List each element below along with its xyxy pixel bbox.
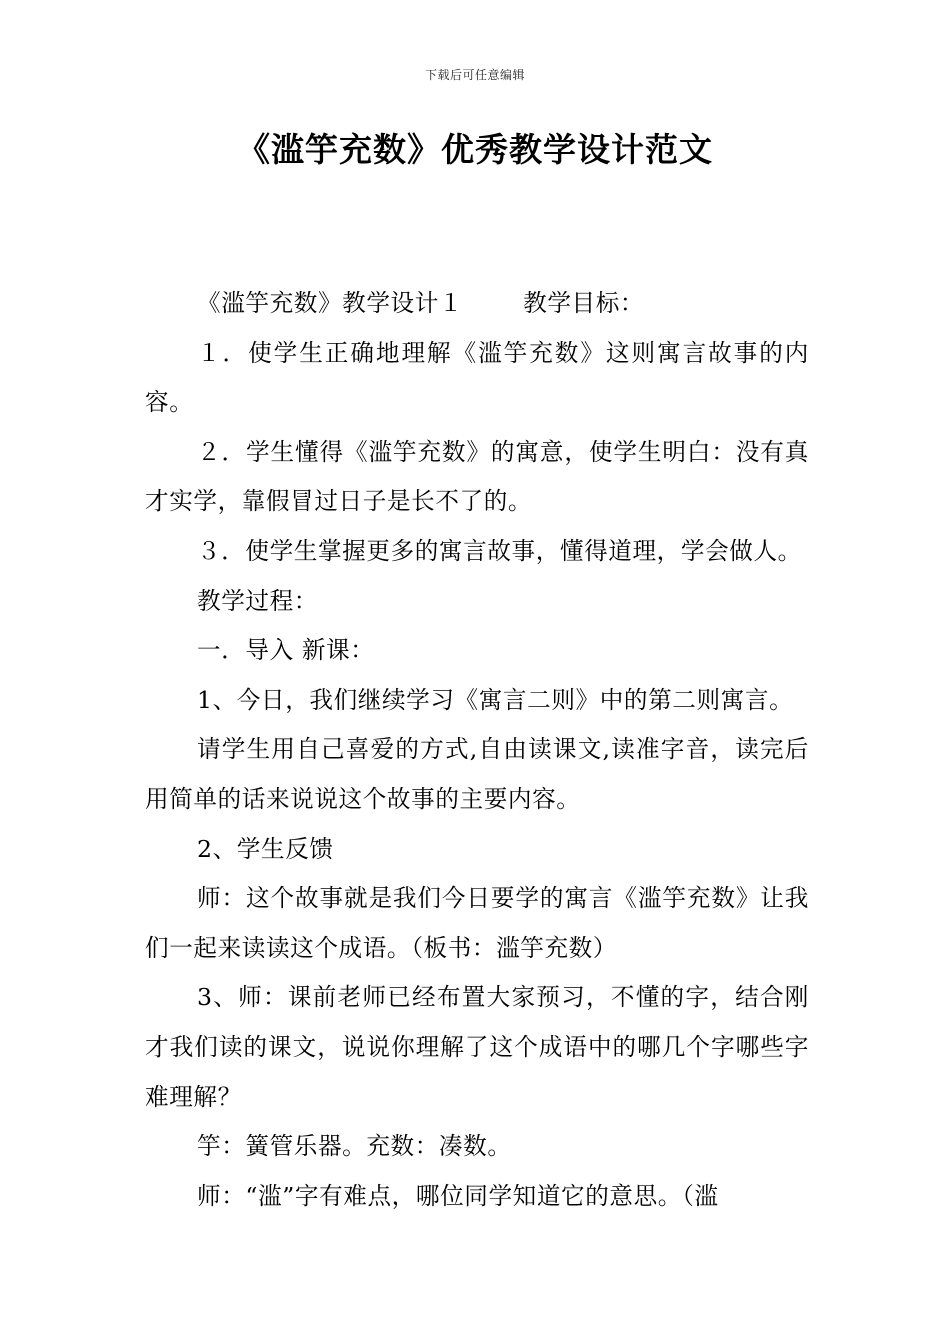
paragraph-teacher-1: 师：这个故事就是我们今日要学的寓言《滥竽充数》让我们一起来读读这个成语。（板书：滥竽充数） xyxy=(145,884,809,962)
paragraph-goal-2: ２．学生懂得《滥竽充数》的寓意，使学生明白：没有真才实学，靠假冒过日子是长不了的。 xyxy=(145,437,809,516)
paragraph-read-instruction: 请学生用自己喜爱的方式,自由读课文,读准字音，读完后用简单的话来说说这个故事的主要内容。 xyxy=(145,735,809,813)
lesson-design-label: 《滥竽充数》教学设计１ xyxy=(197,289,464,317)
paragraph-step-1: 1、今日，我们继续学习《寓言二则》中的第二则寓言。 xyxy=(197,685,794,714)
paragraph-goal-1: １．使学生正确地理解《滥竽充数》这则寓言故事的内容。 xyxy=(145,338,809,417)
paragraph-teacher-2: 师：“滥”字有难点，哪位同学知道它的意思。（滥 xyxy=(197,1181,719,1210)
document-body xyxy=(145,279,809,1221)
paragraph-process-heading: 教学过程： xyxy=(197,586,318,615)
paragraph-step-3: 3、师：课前老师已经布置大家预习，不懂的字，结合刚才我们读的课文，说说你理解了这个成语中的哪几个字哪些字难理解？ xyxy=(145,983,809,1111)
paragraph-lesson-heading xyxy=(145,279,809,329)
paragraph-definitions: 竽：簧管乐器。充数：凑数。 xyxy=(197,1132,512,1161)
teaching-goals-label: 教学目标： xyxy=(523,289,645,317)
paragraph-section-1: 一．导入 新课： xyxy=(197,636,375,665)
paragraph-goal-3: ３．使学生掌握更多的寓言故事，懂得道理，学会做人。 xyxy=(197,536,802,565)
paragraph-step-2: 2、学生反馈 xyxy=(197,834,334,863)
page-title: 《滥竽充数》优秀教学设计范文 xyxy=(237,130,713,169)
header-note: 下载后可任意编辑 xyxy=(424,68,525,82)
